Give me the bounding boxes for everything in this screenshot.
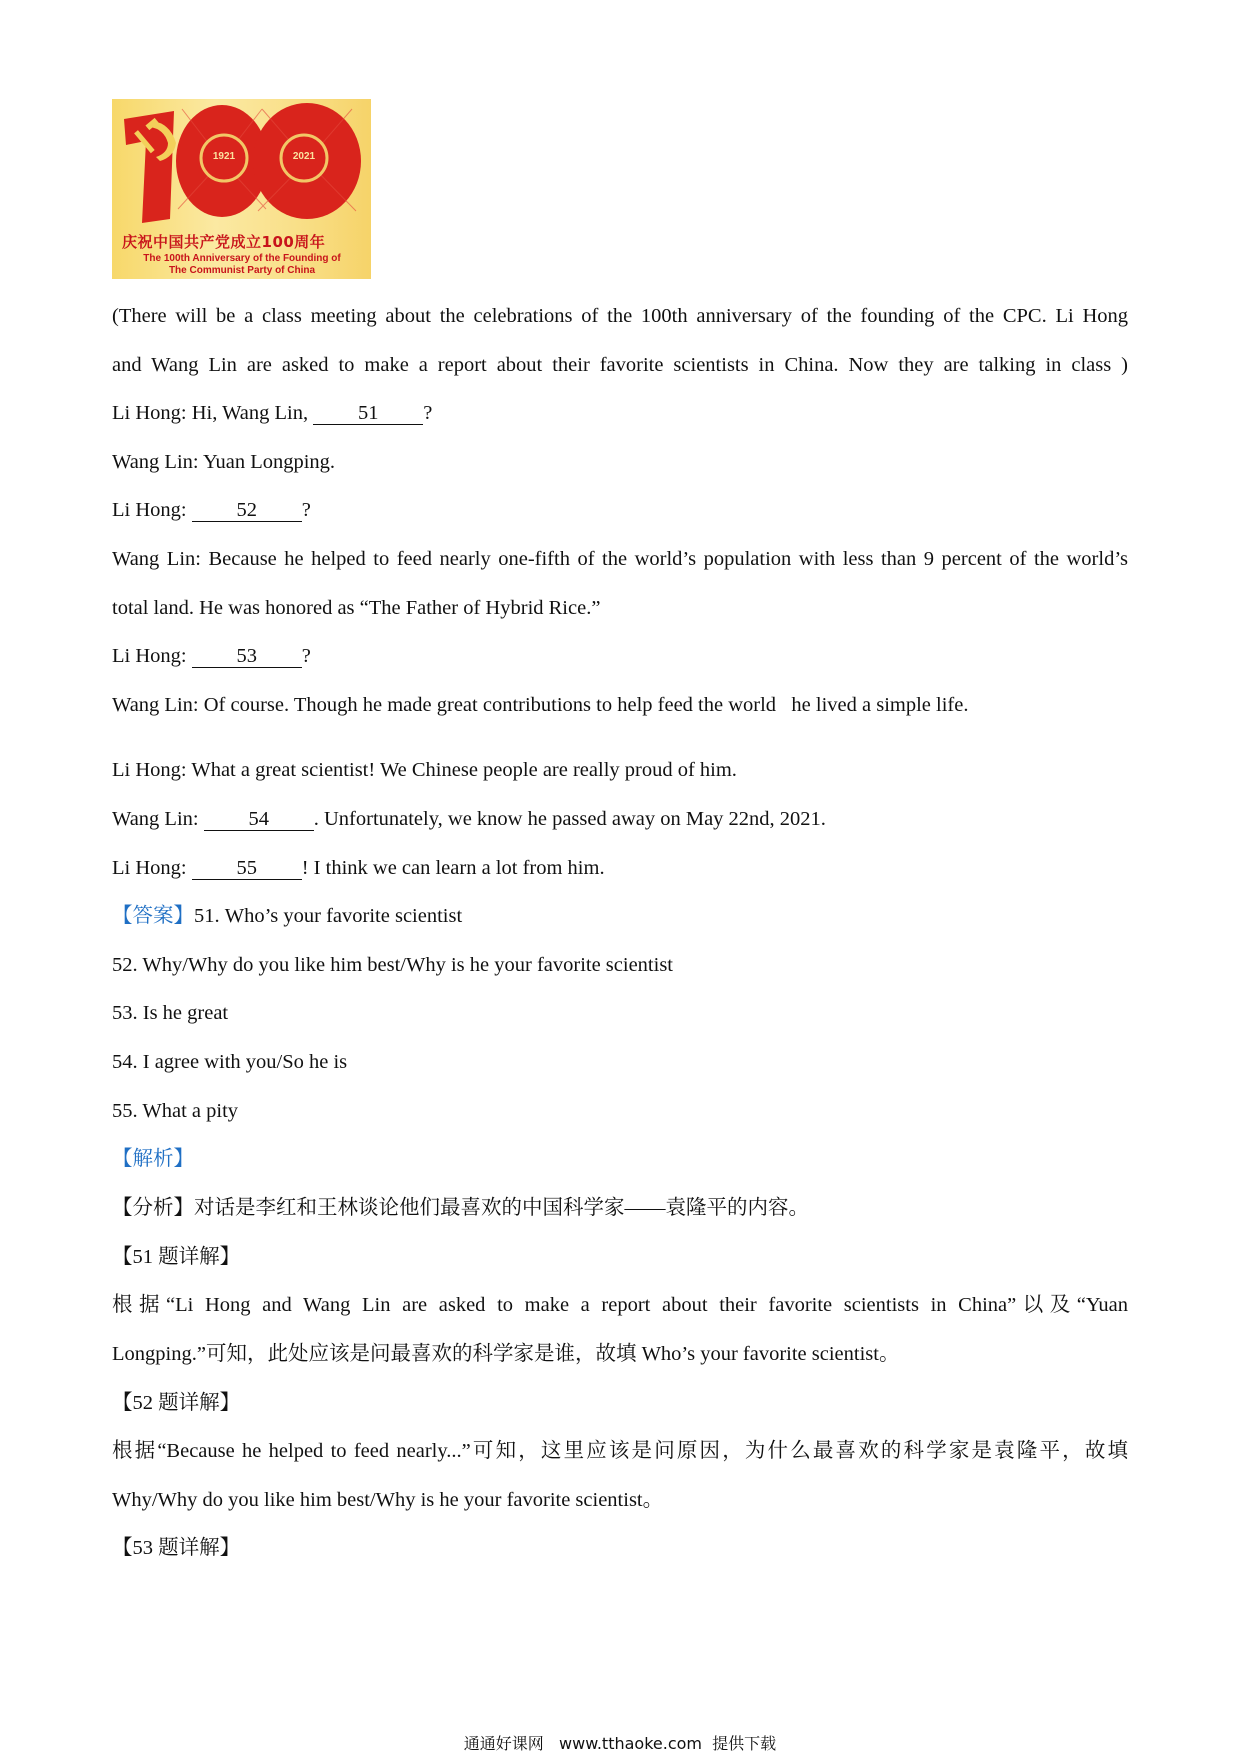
speaker-text: Li Hong: [112, 499, 192, 521]
dialogue-line-53 [112, 643, 311, 669]
blank-51: 51 [313, 402, 423, 425]
answer-55: 55. What a pity [112, 1100, 239, 1122]
emblem-year-2021: 2021 [292, 151, 316, 162]
analysis-heading-51: 【51 题详解】 [112, 1246, 241, 1268]
dialogue-wang-1: Wang Lin: Yuan Longping. [112, 451, 336, 473]
speaker-text: Li Hong: [112, 857, 192, 879]
analysis-51-line-2: Longping.”可知，此处应该是问最喜欢的科学家是谁，故填 Who’s your favorite scientist。 [112, 1343, 900, 1365]
emblem-caption-chinese: 庆祝中国共产党成立100周年 [122, 233, 326, 251]
speaker-text: Li Hong: [112, 645, 192, 667]
dialogue-wang-2-line-1: Wang Lin: Because he helped to feed nearly one-fifth of the world’s population with less than 9 percent of the world’s [112, 548, 1128, 570]
page-footer: 通通好课网 www.tthaoke.com 提供下载 [463, 1734, 777, 1753]
analysis-51-line-1: 根据“Li Hong and Wang Lin are asked to make a report about their favorite scientists in China”以及“Yuan [112, 1294, 1128, 1316]
dialogue-li-4: Li Hong: What a great scientist! We Chinese people are really proud of him. [112, 759, 737, 781]
blank-54: 54 [204, 808, 314, 831]
dialogue-line-52 [112, 497, 311, 523]
answer-line-51 [112, 903, 462, 929]
blank-53: 53 [192, 645, 302, 668]
sentence-text: . Unfortunately, we know he passed away on May 22nd, 2021. [313, 808, 826, 830]
emblem-caption-english-2: The Communist Party of China [168, 265, 316, 276]
analysis-summary: 【分析】对话是李红和王林谈论他们最喜欢的中国科学家——袁隆平的内容。 [112, 1197, 809, 1219]
analysis-52-line-1: 根据“Because he helped to feed nearly...”可知，这里应该是问原因，为什么最喜欢的科学家是袁隆平，故填 [112, 1440, 1128, 1462]
analysis-52-line-2: Why/Why do you like him best/Why is he your favorite scientist。 [112, 1489, 664, 1511]
emblem-year-1921: 1921 [212, 151, 236, 162]
punct: ? [301, 499, 311, 521]
blank-52: 52 [192, 499, 302, 522]
dialogue-line-54 [112, 806, 826, 832]
punct: ? [423, 402, 433, 424]
answer-tag: 【答案】 [112, 905, 194, 927]
emblem-graphic [112, 99, 371, 279]
blank-55: 55 [192, 857, 302, 880]
analysis-tag: 【解析】 [112, 1148, 194, 1170]
punct: ? [301, 645, 311, 667]
cpc-100th-anniversary-emblem [112, 99, 371, 279]
dialogue-line-55 [112, 855, 605, 881]
intro-line-2: and Wang Lin are asked to make a report about their favorite scientists in China. Now they are talking in class ) [112, 354, 1128, 376]
analysis-heading-52: 【52 题详解】 [112, 1392, 241, 1414]
answer-53: 53. Is he great [112, 1002, 229, 1024]
analysis-heading-53: 【53 题详解】 [112, 1537, 241, 1559]
dialogue-wang-2-line-2: total land. He was honored as “The Father of Hybrid Rice.” [112, 597, 601, 619]
dialogue-line-51 [112, 400, 432, 426]
speaker-text: Li Hong: Hi, Wang Lin, [112, 402, 314, 424]
intro-line-1: (There will be a class meeting about the celebrations of the 100th anniversary of the founding of the CPC. Li Hong [112, 305, 1128, 327]
speaker-text: Wang Lin: [112, 808, 204, 830]
answer-54: 54. I agree with you/So he is [112, 1051, 348, 1073]
answer-51: 51. Who’s your favorite scientist [194, 905, 463, 927]
answer-52: 52. Why/Why do you like him best/Why is he your favorite scientist [112, 954, 673, 976]
emblem-caption-english-1: The 100th Anniversary of the Founding of [143, 253, 341, 264]
sentence-text: ! I think we can learn a lot from him. [301, 857, 605, 879]
dialogue-wang-3: Wang Lin: Of course. Though he made great contributions to help feed the world he lived a simple life. [112, 694, 969, 716]
